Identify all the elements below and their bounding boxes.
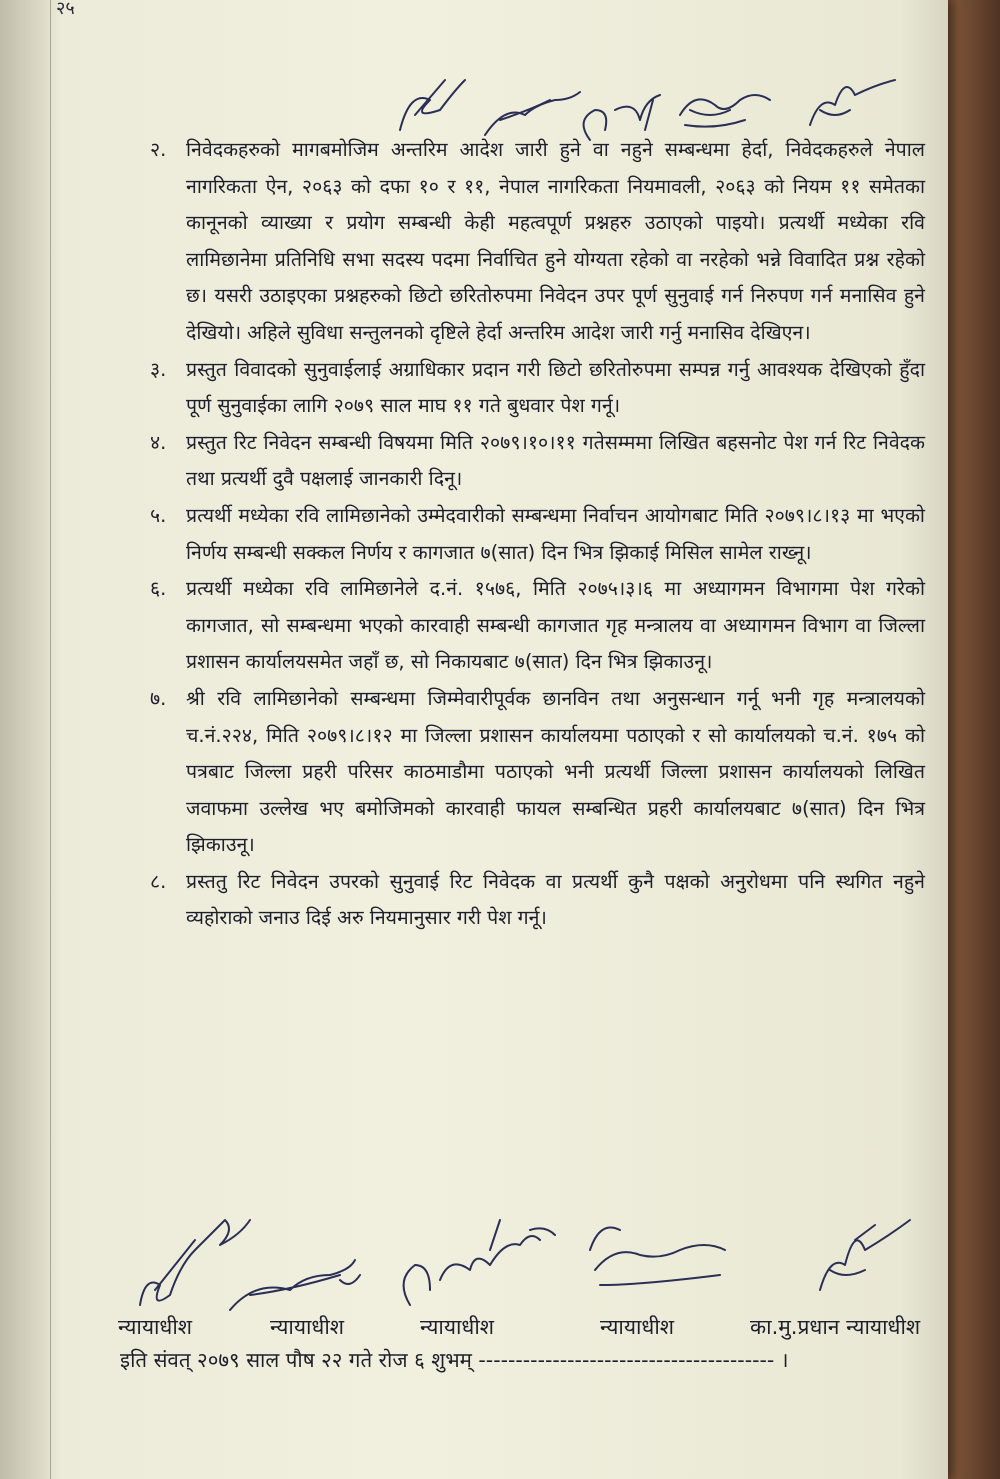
directive-item — [150, 425, 925, 498]
directive-item — [150, 498, 925, 571]
item-text: प्रस्तुत रिट निवेदन सम्बन्धी विषयमा मिति २०७९।१०।११ गतेसम्ममा लिखित बहसनोट पेश गर्न रिट निवेदक तथा प्रत्यर्थी दुवै पक्षलाई जानकारी दिनू। — [186, 430, 925, 491]
directive-item — [150, 864, 925, 937]
item-text: प्रत्यर्थी मध्येका रवि लामिछानेले द.नं. १५७६, मिति २०७५।३।६ मा अध्यागमन विभागमा पेश गरेको कागजात, सो सम्बन्धमा भएको कारवाही सम्बन्धी कागजात गृह मन्त्रालय वा अध्यागमन विभाग वा जिल्ला प्रशासन कार्यालयसमेत जहाँ छ, सो निकायबाट ७(सात) दिन भित्र झिकाउनू। — [186, 577, 925, 674]
item-number: ४. — [150, 430, 167, 454]
directive-item — [150, 352, 925, 425]
item-text: निवेदकहरुको मागबमोजिम अन्तरिम आदेश जारी हुने वा नहुने सम्बन्धमा हेर्दा, निवेदकहरुले नेपाल नागरिकता ऐन, २०६३ को दफा १० र ११, नेपाल नागरिकता नियमावली, २०६३ को नियम ११ समेतका कानूनको व्याख्या र प्रयोग सम्बन्धी केही महत्वपूर्ण प्रश्नहरु उठाएको पाइयो। प्रत्यर्थी मध्येका रवि लामिछानेमा प्रतिनिधि सभा सदस्य पदमा निर्वाचित हुने योग्यता रहेको वा नरहेको भन्ने विवादित प्रश्न रहेको छ। यसरी उठाइएका प्रश्नहरुको छिटो छरितोरुपमा निवेदन उपर पूर्ण सुनुवाई गर्न निरुपण गर्न मनासिव हुने देखियो। अहिले सुविधा सन्तुलनको दृष्टिले हेर्दा अन्तरिम आदेश जारी गर्नु मनासिव देखिएन। — [186, 138, 925, 344]
acting-chief-justice-title: का.मु.प्रधान न्यायाधीश — [750, 1315, 921, 1339]
item-number: ७. — [150, 686, 167, 710]
judges-signatures — [110, 1210, 940, 1330]
binding-line — [50, 0, 51, 1479]
item-number: ३. — [150, 357, 167, 381]
directive-item — [150, 681, 925, 864]
closing-date-line: इति संवत् २०७९ साल पौष २२ गते रोज ६ शुभम् ---------------------------------------- । — [120, 1348, 789, 1372]
directive-item — [150, 132, 925, 352]
item-number: ६. — [150, 577, 167, 601]
judge-title-3: न्यायाधीश — [420, 1315, 495, 1339]
item-number: ८. — [150, 869, 167, 893]
item-number: ५. — [150, 503, 167, 527]
page-binding-fold — [0, 0, 62, 1479]
item-number: २. — [150, 138, 167, 161]
item-text: प्रस्तुत विवादको सुनुवाईलाई अग्राधिकार प्रदान गरी छिटो छरितोरुपमा सम्पन्न गर्नु आवश्यक देखिएको हुँदा पूर्ण सुनुवाईका लागि २०७९ साल माघ ११ गते बुधवार पेश गर्नू। — [186, 357, 925, 418]
directive-item — [150, 571, 925, 681]
order-directives — [150, 132, 925, 937]
item-text: प्रत्यर्थी मध्येका रवि लामिछानेको उम्मेदवारीको सम्बन्धमा निर्वाचन आयोगबाट मिति २०७९।८।१३ मा भएको निर्णय सम्बन्धी सक्कल निर्णय र कागजात ७(सात) दिन भित्र झिकाई मिसिल सामेल राख्नू। — [186, 503, 925, 564]
item-text: प्रस्ततु रिट निवेदन उपरको सुनुवाई रिट निवेदक वा प्रत्यर्थी कुनै पक्षको अनुरोधमा पनि स्थगित नहुने व्यहोराको जनाउ दिई अरु नियमानुसार गरी पेश गर्नू। — [186, 869, 925, 930]
judge-title-4: न्यायाधीश — [600, 1315, 675, 1339]
judge-title-1: न्यायाधीश — [118, 1315, 193, 1339]
handwritten-page-mark: २५ — [56, 0, 75, 19]
judge-title-2: न्यायाधीश — [270, 1315, 345, 1339]
item-text: श्री रवि लामिछानेको सम्बन्धमा जिम्मेवारीपूर्वक छानविन तथा अनुसन्धान गर्नू भनी गृह मन्त्रालयको च.नं.२२४, मिति २०७९।८।१२ मा जिल्ला प्रशासन कार्यालयमा पठाएको र सो कार्यालयको च.नं. १७५ को पत्रबाट जिल्ला प्रहरी परिसर काठमाडौमा पठाएको भनी प्रत्यर्थी जिल्ला प्रशासन कार्यालयको लिखित जवाफमा उल्लेख भए बमोजिमको कारवाही फायल सम्बन्धित प्रहरी कार्यालयबाट ७(सात) दिन भित्र झिकाउनू। — [186, 686, 925, 857]
